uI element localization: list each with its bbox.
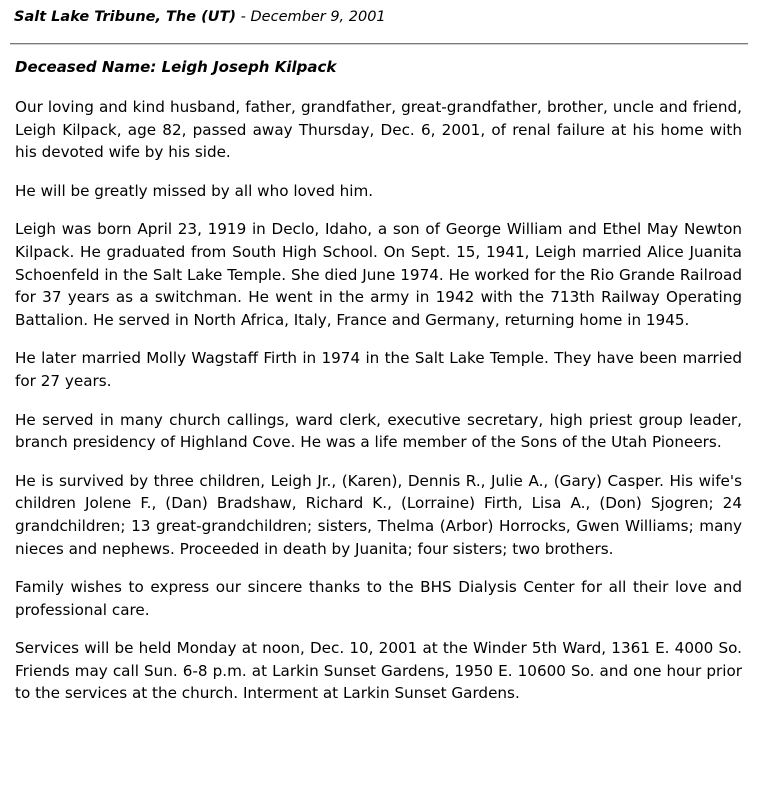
paragraph-intro: Our loving and kind husband, father, grandfather, great-grandfather, brother, uncle and friend, Leigh Kilpack, age 82, passed away Thursday, Dec. 6, 2001, of renal failure at his home with his devoted wife by his side. (15, 98, 742, 162)
paragraph-biography: Leigh was born April 23, 1919 in Declo, Idaho, a son of George William and Ethel May Newton Kilpack. He graduated from South High School. On Sept. 15, 1941, Leigh married Alice Juanita Schoenfeld in the Salt Lake Temple. She died June 1974. He worked for the Rio Grande Railroad for 37 years as a switchman. He went in the army in 1942 with the 713th Railway Operating Battalion. He served in North Africa, Italy, France and Germany, returning home in 1945. (15, 220, 742, 329)
header-separator: - (236, 9, 251, 25)
paragraph-missed: He will be greatly missed by all who loved him. (15, 181, 374, 200)
paragraph-survivors: He is survived by three children, Leigh Jr., (Karen), Dennis R., Julie A., (Gary) Casper. His wife's children Jolene F., (Dan) Bradshaw, Richard K., (Lorraine) Firth, Lisa A., (Don) Sjogren; 24 grandchildren; 13 great-grandchildren; sisters, Thelma (Arbor) Horrocks, Gwen Williams; many nieces and nephews. Proceeded in death by Juanita; four sisters; two brothers. (15, 471, 742, 558)
paragraph-thanks: Family wishes to express our sincere thanks to the BHS Dialysis Center for all their love and professional care. (15, 578, 742, 619)
paragraph-second-marriage: He later married Molly Wagstaff Firth in 1974 in the Salt Lake Temple. They have been married for 27 years. (15, 349, 742, 390)
paragraph-services: Services will be held Monday at noon, Dec. 10, 2001 at the Winder 5th Ward, 1361 E. 4000 So. Friends may call Sun. 6-8 p.m. at Larkin Sunset Gardens, 1950 E. 10600 So. and one hour prior to the services at the church. Interment at Larkin Sunset Gardens. (15, 639, 742, 703)
document-header (14, 9, 386, 25)
deceased-name-heading: Deceased Name: Leigh Joseph Kilpack (15, 58, 337, 76)
obituary-body (15, 96, 742, 721)
paragraph-church-service: He served in many church callings, ward clerk, executive secretary, high priest group leader, branch presidency of Highland Cove. He was a life member of the Sons of the Utah Pioneers. (15, 410, 742, 452)
publication-date: December 9, 2001 (250, 9, 386, 25)
header-divider (10, 43, 748, 45)
publication-name: Salt Lake Tribune, The (UT) (14, 9, 237, 25)
